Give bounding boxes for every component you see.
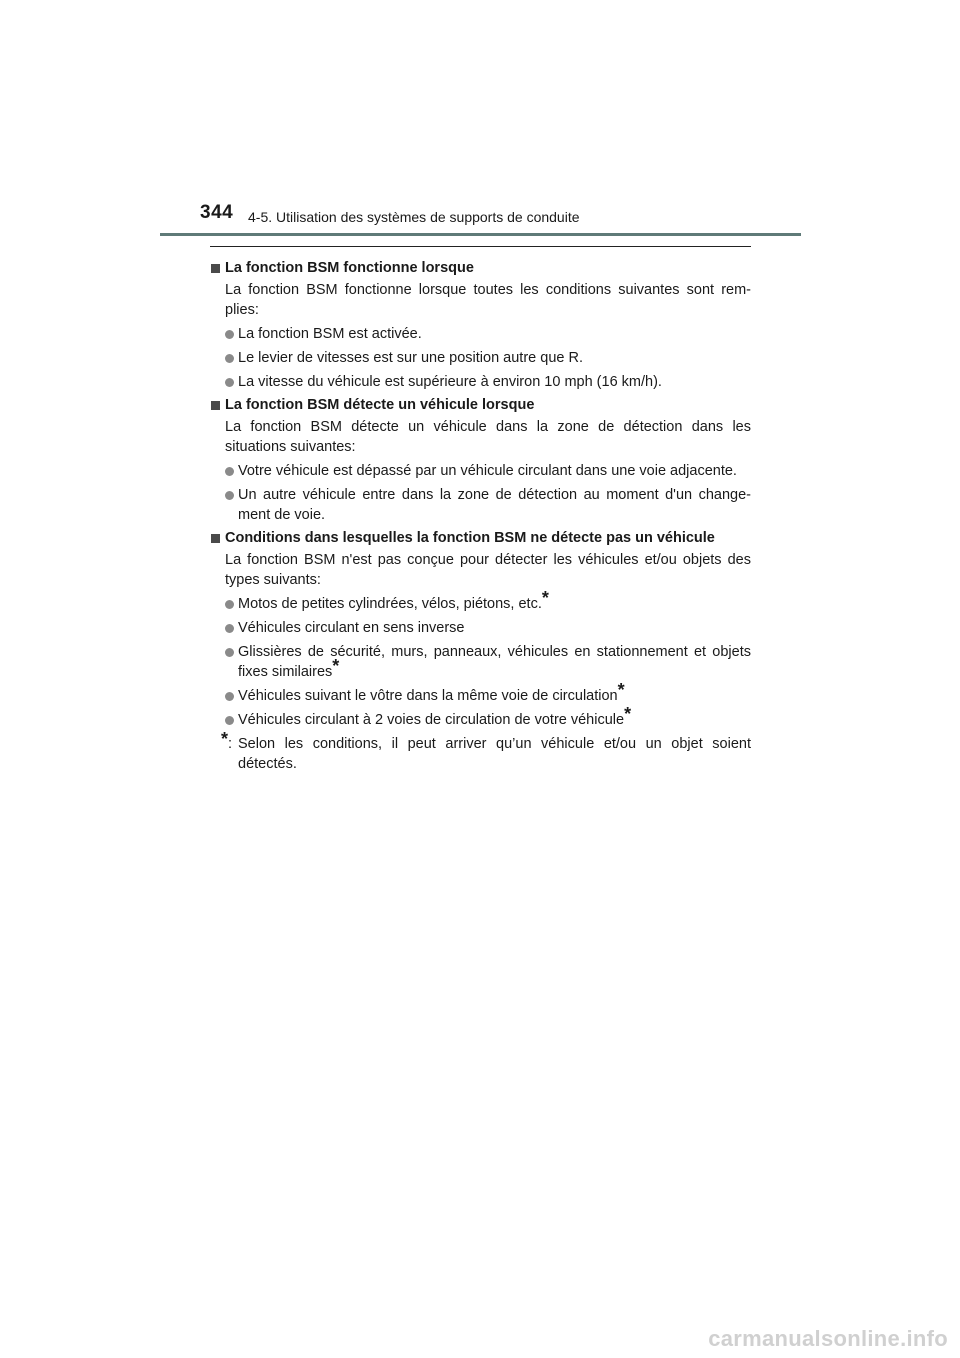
list-item: Véhicules circulant en sens inverse — [210, 618, 751, 638]
list-item: Le levier de vitesses est sur une position autre que R. — [210, 348, 751, 368]
section-intro: La fonction BSM n'est pas conçue pour détecter les véhicules et/ou objets des types suivants: — [225, 552, 751, 588]
section-heading: La fonction BSM détecte un véhicule lorsque — [210, 395, 751, 415]
square-bullet-icon — [211, 534, 220, 543]
circle-bullet-icon — [225, 354, 234, 363]
circle-bullet-icon — [225, 648, 234, 657]
square-bullet-icon — [211, 264, 220, 273]
section-rule — [210, 246, 751, 247]
circle-bullet-icon — [225, 692, 234, 701]
list-item: Motos de petites cylindrées, vélos, piétons, etc.* — [210, 594, 751, 614]
square-bullet-icon — [211, 401, 220, 410]
list-item: La fonction BSM est activée. — [210, 324, 751, 344]
watermark: carmanualsonline.info — [708, 1326, 948, 1351]
section-intro: La fonction BSM fonctionne lorsque toutes les conditions suivantes sont rem-plies: — [225, 282, 751, 318]
circle-bullet-icon — [225, 600, 234, 609]
chapter-title: 4-5. Utilisation des systèmes de supports de conduite — [248, 209, 580, 225]
list-item: Glissières de sécurité, murs, panneaux, véhicules en stationnement et objets fixes similaires* — [210, 642, 751, 682]
page-number: 344 — [200, 202, 234, 223]
circle-bullet-icon — [225, 624, 234, 633]
list-item: Véhicules suivant le vôtre dans la même voie de circulation* — [210, 686, 751, 706]
section-intro: La fonction BSM détecte un véhicule dans la zone de détection dans les situations suivantes: — [225, 419, 751, 455]
header-rule — [160, 233, 801, 236]
circle-bullet-icon — [225, 716, 234, 725]
circle-bullet-icon — [225, 378, 234, 387]
circle-bullet-icon — [225, 467, 234, 476]
section-heading: La fonction BSM fonctionne lorsque — [210, 258, 751, 278]
circle-bullet-icon — [225, 491, 234, 500]
circle-bullet-icon — [225, 330, 234, 339]
asterisk-icon: * — [332, 656, 340, 676]
page-content — [210, 256, 751, 774]
list-item: La vitesse du véhicule est supérieure à environ 10 mph (16 km/h). — [210, 372, 751, 392]
asterisk-icon: * — [624, 704, 632, 724]
asterisk-icon: * — [617, 680, 625, 700]
list-item: Véhicules circulant à 2 voies de circulation de votre véhicule* — [210, 710, 751, 730]
list-item: Un autre véhicule entre dans la zone de détection au moment d'un change-ment de voie. — [210, 485, 751, 525]
asterisk-icon: * — [541, 588, 549, 608]
list-item: Votre véhicule est dépassé par un véhicule circulant dans une voie adjacente. — [210, 461, 751, 481]
footnote: *: Selon les conditions, il peut arriver qu’un véhicule et/ou un objet soient détectés. — [221, 729, 751, 772]
footnote-marker: *: — [221, 729, 233, 752]
section-heading: Conditions dans lesquelles la fonction BSM ne détecte pas un véhicule — [210, 528, 751, 548]
